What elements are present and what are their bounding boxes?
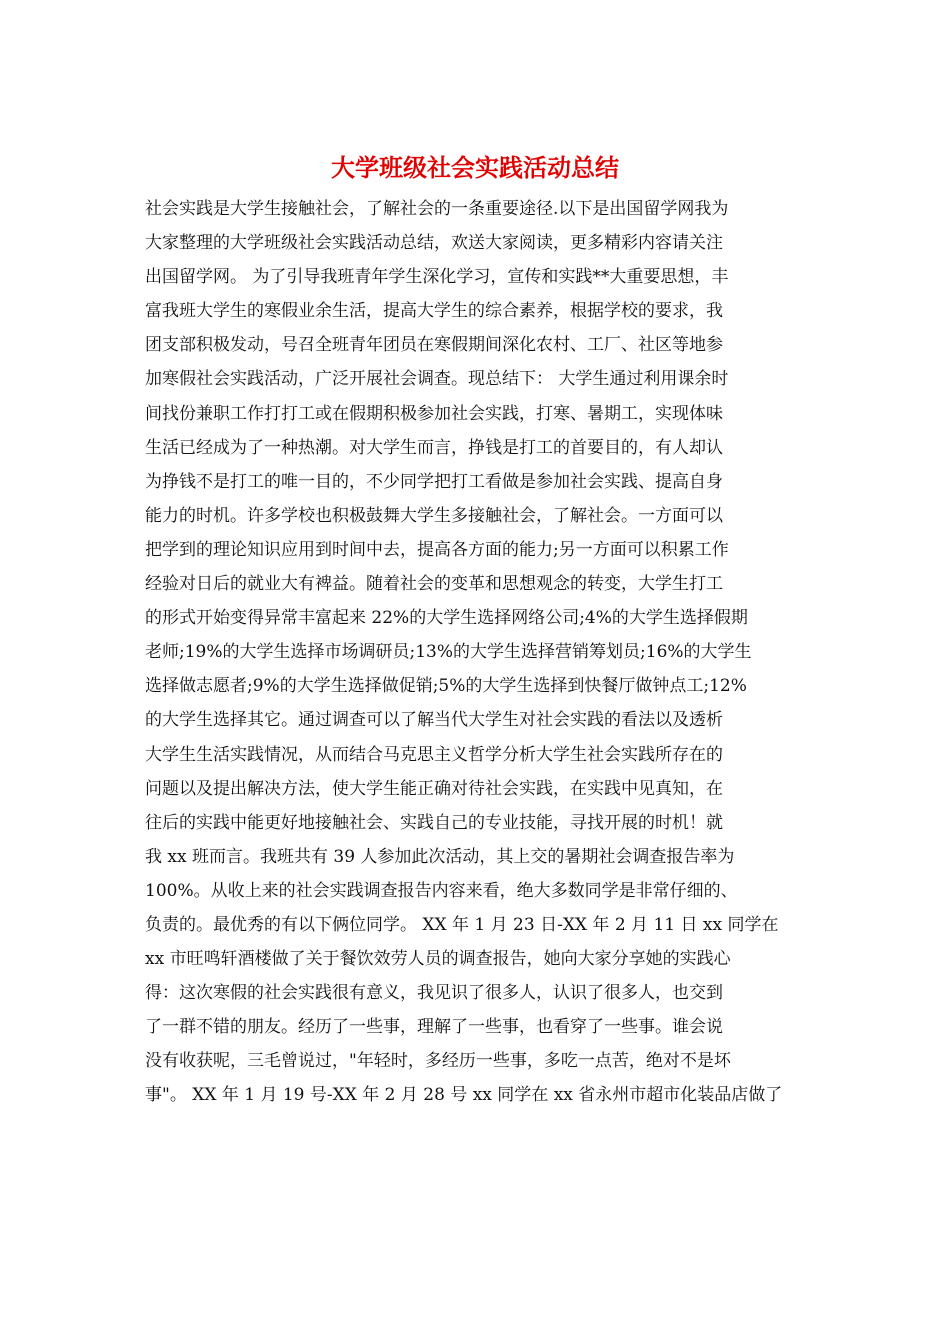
body-line: 问题以及提出解决方法，使大学生能正确对待社会实践，在实践中见真知，在 xyxy=(145,778,723,799)
body-line: 团支部积极发动，号召全班青年团员在寒假期间深化农村、工厂、社区等地参 xyxy=(145,335,723,356)
document-title: 大学班级社会实践活动总结 xyxy=(331,153,619,182)
body-line: 能力的时机。许多学校也积极鼓舞大学生多接触社会，了解社会。一方面可以 xyxy=(145,505,723,526)
body-line: 的大学生选择其它。通过调查可以了解当代大学生对社会实践的看法以及透析 xyxy=(145,710,723,731)
body-line: 100%。从收上来的社会实践调查报告内容来看，绝大多数同学是非常仔细的、 xyxy=(145,880,738,901)
body-line: 富我班大学生的寒假业余生活，提高大学生的综合素养，根据学校的要求，我 xyxy=(145,301,723,322)
body-line: 经验对日后的就业大有裨益。随着社会的变革和思想观念的转变，大学生打工 xyxy=(145,574,723,595)
body-line: xx 市旺鸣轩酒楼做了关于餐饮效劳人员的调查报告，她向大家分享她的实践心 xyxy=(145,949,731,970)
body-line: 往后的实践中能更好地接触社会、实践自己的专业技能，寻找开展的时机！就 xyxy=(145,812,723,833)
body-line: 事"。 XX 年 1 月 19 号-XX 年 2 月 28 号 xx 同学在 xx 省永州市超市化装品店做了 xyxy=(145,1085,783,1106)
body-line: 选择做志愿者;9%的大学生选择做促销;5%的大学生选择到快餐厅做钟点工;12% xyxy=(145,676,747,697)
body-line: 把学到的理论知识应用到时间中去，提高各方面的能力;另一方面可以积累工作 xyxy=(145,539,729,560)
body-line: 大学生生活实践情况，从而结合马克思主义哲学分析大学生社会实践所存在的 xyxy=(145,744,723,765)
body-line: 老师;19%的大学生选择市场调研员;13%的大学生选择营销筹划员;16%的大学生 xyxy=(145,642,752,663)
body-line: 了一群不错的朋友。经历了一些事，理解了一些事，也看穿了一些事。谁会说 xyxy=(145,1017,723,1038)
document-body xyxy=(145,192,810,1113)
body-line: 社会实践是大学生接触社会，了解社会的一条重要途径.以下是出国留学网我为 xyxy=(145,199,729,219)
body-line: 得：这次寒假的社会实践很有意义，我见识了很多人，认识了很多人，也交到 xyxy=(145,983,723,1004)
body-line: 加寒假社会实践活动，广泛开展社会调查。现总结下： 大学生通过利用课余时 xyxy=(145,369,729,390)
body-line: 为挣钱不是打工的唯一目的，不少同学把打工看做是参加社会实践、提高自身 xyxy=(145,471,723,492)
body-line: 大家整理的大学班级社会实践活动总结，欢送大家阅读，更多精彩内容请关注 xyxy=(145,233,723,254)
body-line: 出国留学网。 为了引导我班青年学生深化学习，宣传和实践**大重要思想，丰 xyxy=(145,267,729,288)
body-line: 没有收获呢，三毛曾说过，"年轻时，多经历一些事，多吃一点苦，绝对不是坏 xyxy=(145,1051,731,1072)
body-line: 生活已经成为了一种热潮。对大学生而言，挣钱是打工的首要目的，有人却认 xyxy=(145,437,723,458)
body-line: 负责的。最优秀的有以下俩位同学。 XX 年 1 月 23 日-XX 年 2 月 11 日 xx 同学在 xyxy=(145,914,779,935)
body-line: 间找份兼职工作打打工或在假期积极参加社会实践，打寒、暑期工，实现体味 xyxy=(145,403,723,424)
body-line: 的形式开始变得异常丰富起来 22%的大学生选择网络公司;4%的大学生选择假期 xyxy=(145,608,748,629)
body-line: 我 xx 班而言。我班共有 39 人参加此次活动，其上交的暑期社会调查报告率为 xyxy=(145,846,735,867)
